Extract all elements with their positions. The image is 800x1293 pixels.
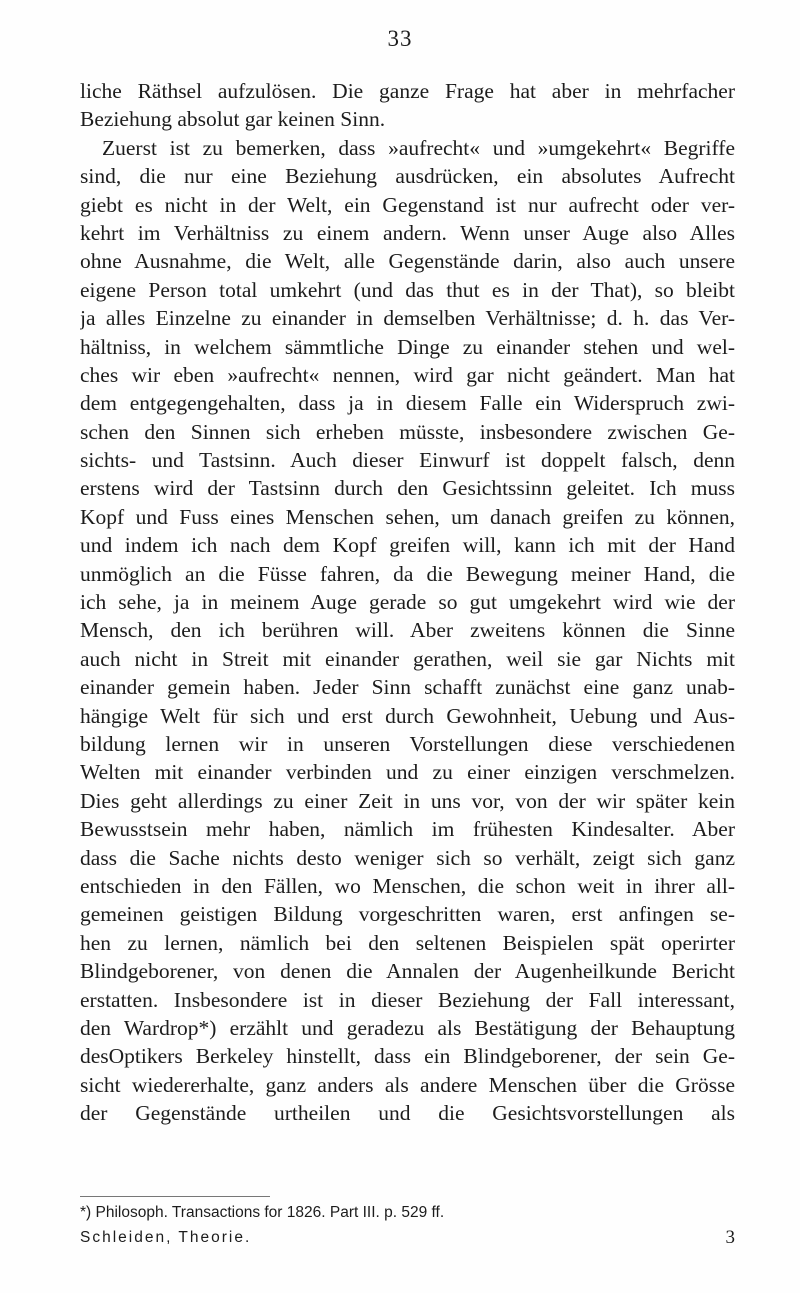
text-line: Kopf und Fuss eines Menschen sehen, um danach greifen zu können, (80, 504, 735, 529)
text-line: Beziehung absolut gar keinen Sinn. (80, 107, 386, 132)
text-line: erstatten. Insbesondere ist in dieser Beziehung der Fall interessant, (80, 987, 735, 1012)
footnote: *) Philosoph. Transactions for 1826. Part III. p. 529 ff. (80, 1204, 445, 1221)
text-line: schen den Sinnen sich erheben müsste, insbesondere zwischen Ge- (80, 419, 735, 444)
signature-author: Schleiden, Theorie. (80, 1229, 252, 1246)
text-line: hältniss, in welchem sämmtliche Dinge zu einander stehen und wel- (80, 334, 735, 359)
text-line: und indem ich nach dem Kopf greifen will, kann ich mit der Hand (80, 533, 735, 558)
text-line: Zuerst ist zu bemerken, dass »aufrecht« und »umgekehrt« Begriffe (102, 135, 735, 160)
text-line: Dies geht allerdings zu einer Zeit in uns vor, von der wir später kein (80, 788, 735, 813)
text-line: sind, die nur eine Beziehung ausdrücken, ein absolutes Aufrecht (80, 164, 735, 189)
text-line: hen zu lernen, nämlich bei den seltenen Beispielen spät operirter (80, 930, 735, 955)
text-line: kehrt im Verhältniss zu einem andern. Wenn unser Auge also Alles (80, 220, 735, 245)
text-line: hängige Welt für sich und erst durch Gewohnheit, Uebung und Aus- (80, 703, 735, 728)
text-line: unmöglich an die Füsse fahren, da die Bewegung meiner Hand, die (80, 561, 735, 586)
signature-line (80, 1226, 735, 1250)
text-line: gemeinen geistigen Bildung vorgeschritten waren, erst anfingen se- (80, 902, 735, 927)
text-line: ohne Ausnahme, die Welt, alle Gegenstände darin, also auch unsere (80, 249, 735, 274)
text-line: liche Räthsel aufzulösen. Die ganze Frage hat aber in mehrfacher (80, 79, 735, 103)
text-line: Bewusstsein mehr haben, nämlich im frühesten Kindesalter. Aber (80, 817, 735, 842)
text-line: eigene Person total umkehrt (und das thut es in der That), so bleibt (80, 277, 735, 302)
text-line: sichts- und Tastsinn. Auch dieser Einwurf ist doppelt falsch, denn (80, 448, 735, 473)
text-line: einander gemein haben. Jeder Sinn schafft zunächst eine ganz unab- (80, 675, 735, 700)
text-line: ches wir eben »aufrecht« nennen, wird gar nicht geändert. Man hat (80, 362, 735, 387)
body-text (80, 77, 735, 1127)
text-line: entschieden in den Fällen, wo Menschen, die schon weit in ihrer all- (80, 873, 735, 898)
text-line: erstens wird der Tastsinn durch den Gesichtssinn geleitet. Ich muss (80, 476, 735, 501)
text-line: ja alles Einzelne zu einander in demselben Verhältnisse; d. h. das Ver- (80, 306, 735, 331)
text-line: dem entgegengehalten, dass ja in diesem Falle ein Widerspruch zwi- (80, 391, 735, 416)
text-line: bildung lernen wir in unseren Vorstellungen diese verschiedenen (80, 731, 735, 756)
sheet-number: 3 (725, 1227, 735, 1248)
text-line: ich sehe, ja in meinem Auge gerade so gut umgekehrt wird wie der (80, 590, 735, 615)
text-line: Blindgeborener, von denen die Annalen der Augenheilkunde Bericht (80, 959, 735, 984)
text-line: desOptikers Berkeley hinstellt, dass ein Blindgeborener, der sein Ge- (80, 1044, 735, 1069)
page-number: 33 (387, 26, 413, 51)
text-line: sicht wiedererhalte, ganz anders als andere Menschen über die Grösse (80, 1072, 735, 1097)
text-line: giebt es nicht in der Welt, ein Gegenstand ist nur aufrecht oder ver- (80, 192, 735, 217)
footnote-divider (80, 1196, 270, 1197)
text-line: Welten mit einander verbinden und zu einer einzigen verschmelzen. (80, 760, 735, 785)
text-line: dass die Sache nichts desto weniger sich so verhält, zeigt sich ganz (80, 845, 735, 870)
text-line: den Wardrop*) erzählt und geradezu als Bestätigung der Behauptung (80, 1015, 735, 1040)
text-line: auch nicht in Streit mit einander gerathen, weil sie gar Nichts mit (80, 646, 735, 671)
text-line: Mensch, den ich berühren will. Aber zweitens können die Sinne (80, 618, 735, 643)
text-line: der Gegenstände urtheilen und die Gesichtsvorstellungen als (80, 1101, 735, 1126)
